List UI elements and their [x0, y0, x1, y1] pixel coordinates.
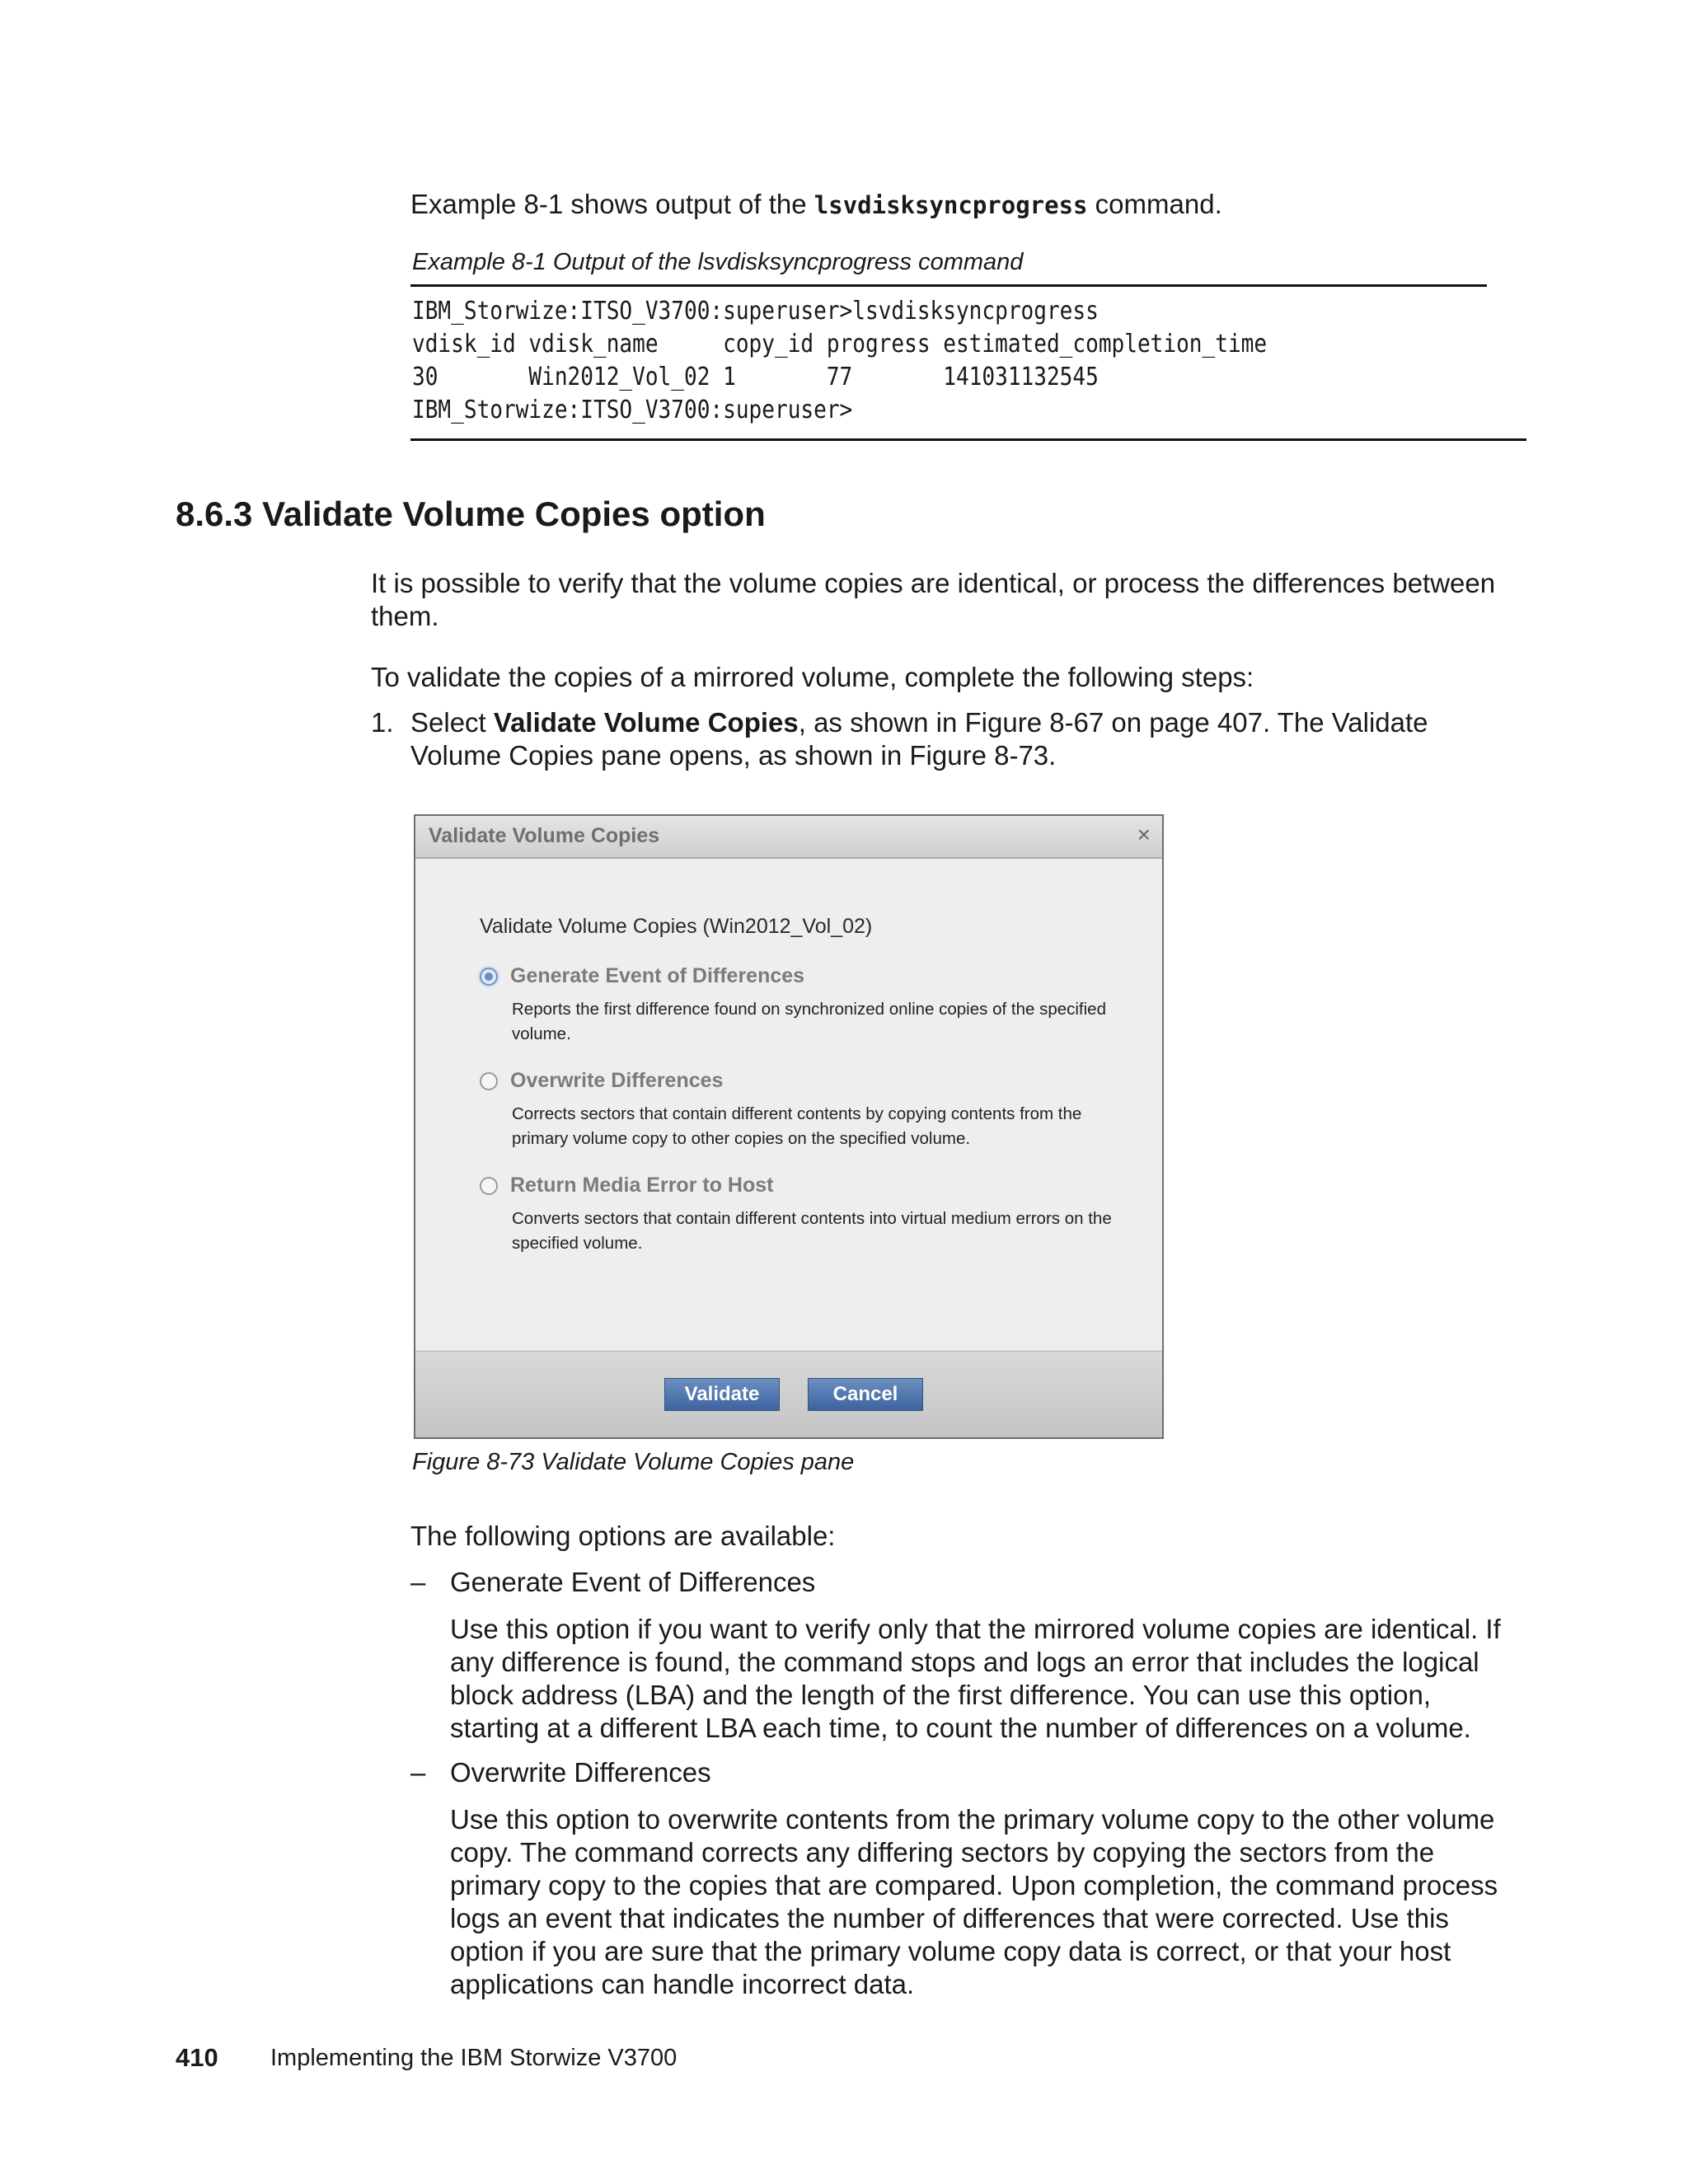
intro-line	[410, 188, 1222, 222]
step-text-before: Select	[410, 707, 494, 738]
intro-text-before: Example 8-1 shows output of the	[410, 189, 814, 219]
option-label[interactable]: Generate Event of Differences	[510, 964, 805, 987]
example-caption: Example 8-1 Output of the lsvdisksyncprogress command	[412, 249, 1024, 275]
dialog-body	[415, 859, 1162, 1343]
radio-return-media-error[interactable]	[480, 1177, 498, 1195]
list-item-label: Generate Event of Differences	[450, 1567, 816, 1597]
page-number: 410	[176, 2043, 218, 2072]
option-description: Converts sectors that contain different contents into virtual medium errors on the specified volume.	[512, 1209, 1112, 1253]
intro-text-after: command.	[1087, 189, 1222, 219]
code-block: IBM_Storwize:ITSO_V3700:superuser>lsvdisksyncprogress vdisk_id vdisk_name copy_id progress estimated_completion_time 30 Win2012_Vol_02 1 77 141031132545 IBM_Storwize:ITSO_V3700:superuser>	[412, 297, 1268, 424]
dialog-titlebar	[415, 816, 1162, 859]
list-item-description: Use this option if you want to verify only that the mirrored volume copies are identical. If any difference is found, the command stops and logs an error that includes the logical block address (LBA) and the length of the first difference. You can use this option, starting at a different LBA each time, to count the number of differences on a volume.	[450, 1614, 1501, 1743]
radio-generate-event[interactable]	[480, 968, 498, 986]
validate-button[interactable]: Validate	[664, 1378, 780, 1411]
paragraph-steps-intro: To validate the copies of a mirrored volume, complete the following steps:	[371, 662, 1254, 692]
dialog-heading: Validate Volume Copies (Win2012_Vol_02)	[480, 915, 873, 938]
option-label[interactable]: Return Media Error to Host	[510, 1174, 774, 1197]
figure-caption: Figure 8-73 Validate Volume Copies pane	[412, 1449, 855, 1475]
list-item-label: Overwrite Differences	[450, 1757, 711, 1788]
radio-overwrite-differences[interactable]	[480, 1072, 498, 1090]
dialog-title: Validate Volume Copies	[429, 824, 660, 847]
option-label[interactable]: Overwrite Differences	[510, 1069, 724, 1092]
step-text-after: , as shown in Figure 8-67 on page 407. The Validate Volume Copies pane opens, as shown in Figure 8-73.	[410, 707, 1428, 771]
command-name: lsvdisksyncprogress	[814, 191, 1088, 219]
step-text-bold: Validate Volume Copies	[493, 707, 799, 738]
step-text	[410, 706, 1515, 772]
option-description: Reports the first difference found on synchronized online copies of the specified volume.	[512, 1000, 1106, 1043]
validate-volume-copies-dialog	[414, 814, 1164, 1439]
section-heading: 8.6.3 Validate Volume Copies option	[176, 494, 766, 533]
cancel-button[interactable]: Cancel	[808, 1378, 923, 1411]
example-bottom-rule	[410, 438, 1526, 441]
list-dash: –	[410, 1757, 426, 1788]
book-title: Implementing the IBM Storwize V3700	[270, 2045, 678, 2071]
list-dash: –	[410, 1567, 426, 1597]
paragraph-verify: It is possible to verify that the volume copies are identical, or process the differences between them.	[371, 568, 1496, 631]
options-intro: The following options are available:	[410, 1521, 836, 1551]
option-description: Corrects sectors that contain different contents by copying contents from the primary volume copy to other copies on the specified volume.	[512, 1104, 1082, 1148]
list-item-description: Use this option to overwrite contents from the primary volume copy to the other volume copy. The command corrects any differing sectors by copying the sectors from the primary copy to the copies that are compared. Upon completion, the command process logs an event that indicates the number of differences that were corrected. Use this option if you are sure that the primary volume copy data is correct, or that your host applications can handle incorrect data.	[450, 1804, 1498, 1999]
dialog-footer	[415, 1351, 1162, 1437]
example-top-rule	[410, 284, 1487, 287]
close-icon[interactable]: ×	[1137, 822, 1151, 847]
step-number: 1.	[371, 707, 394, 738]
